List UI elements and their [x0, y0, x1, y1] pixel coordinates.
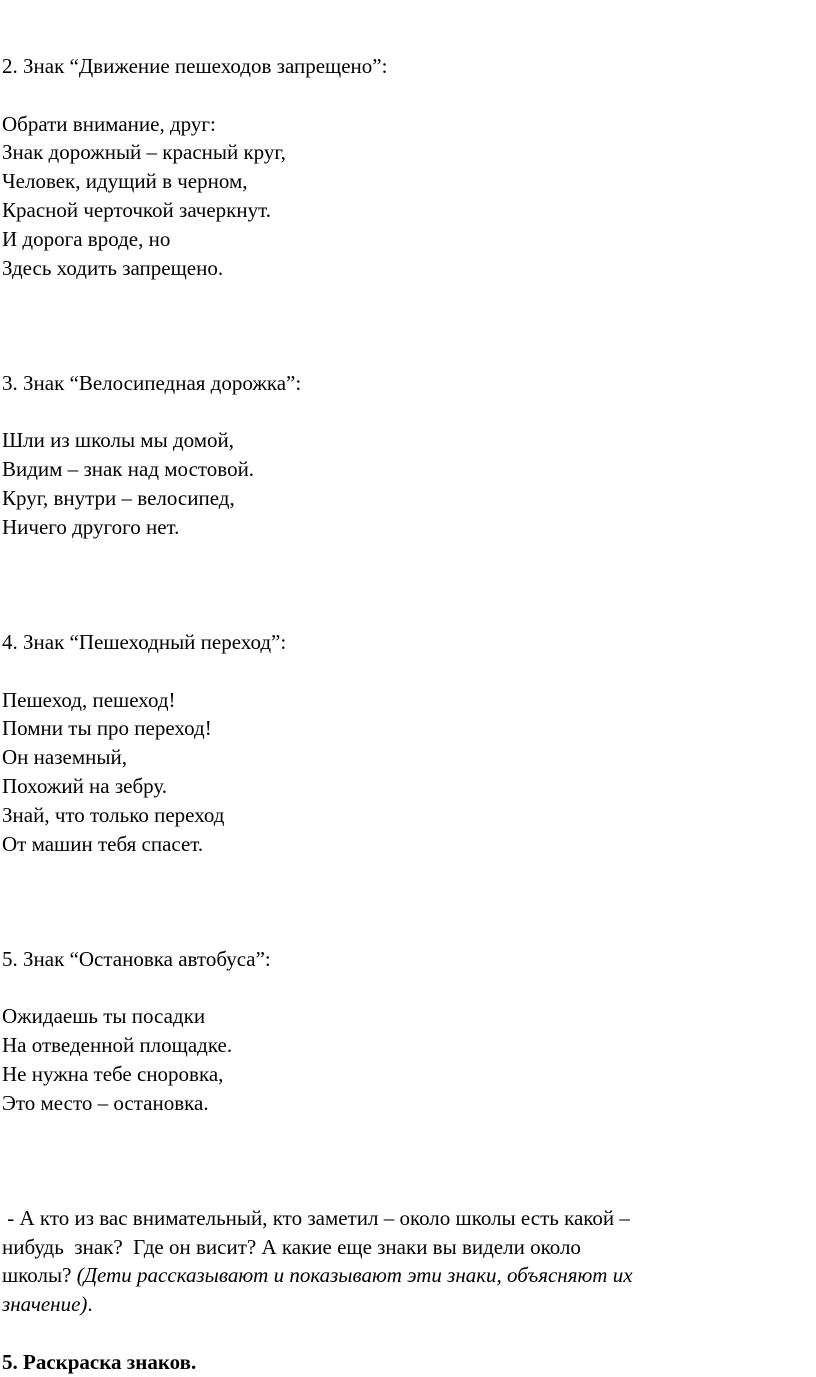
coloring-heading: 5. Раскраска знаков. — [2, 1349, 197, 1374]
paragraph-line: - А кто из вас внимательный, кто заметил – около школы есть какой – — [2, 1205, 630, 1230]
poem-line: Человек, идущий в черном, — [2, 169, 248, 194]
section-heading: 2. Знак “Движение пешеходов запрещено”: — [2, 54, 388, 78]
poem-line: И дорога вроде, но — [2, 226, 171, 251]
poem-stanza — [2, 1002, 792, 1117]
poem-line: Видим – знак над мостовой. — [2, 457, 255, 482]
poem-line: Он наземный, — [2, 745, 127, 770]
poem-stanza — [2, 426, 792, 541]
poem-line: Это место – остановка. — [2, 1090, 209, 1115]
section-no-pedestrians — [2, 52, 792, 282]
poem-line: Помни ты про переход! — [2, 716, 212, 741]
poem-stanza — [2, 110, 792, 283]
poem-line: Не нужна тебе сноровка, — [2, 1061, 224, 1086]
poem-line: Шли из школы мы домой, — [2, 428, 235, 453]
poem-line: Круг, внутри – велосипед, — [2, 485, 235, 510]
poem-line: Пешеход, пешеход! — [2, 687, 176, 712]
paragraph-line: нибудь знак? Где он висит? А какие еще знаки вы видели около — [2, 1234, 581, 1259]
poem-stanza — [2, 686, 792, 859]
stage-direction: (Дети рассказывают и показывают эти знаки, объясняют их — [76, 1263, 633, 1288]
paragraph-line — [2, 1290, 792, 1319]
poem-line: Здесь ходить запрещено. — [2, 255, 224, 280]
section-heading: 4. Знак “Пешеходный переход”: — [2, 629, 287, 654]
poem-line: Ничего другого нет. — [2, 514, 180, 539]
poem-line: Красной черточкой зачеркнут. — [2, 197, 271, 222]
section-bus-stop — [2, 945, 792, 1118]
poem-line: От машин тебя спасет. — [2, 831, 204, 856]
poem-line: Похожий на зебру. — [2, 773, 168, 798]
paragraph-text: школы? — [2, 1263, 77, 1288]
document-page — [2, 52, 792, 1377]
section-bicycle-path — [2, 369, 792, 542]
section-pedestrian-crossing — [2, 628, 792, 858]
poem-line: Знак дорожный – красный круг, — [2, 140, 286, 165]
question-paragraph — [2, 1204, 792, 1319]
paragraph-line — [2, 1261, 792, 1290]
section-heading: 3. Знак “Велосипедная дорожка”: — [2, 370, 302, 395]
poem-line: Ожидаешь ты посадки — [2, 1004, 206, 1029]
section-heading: 5. Знак “Остановка автобуса”: — [2, 946, 271, 971]
stage-direction: значение) — [2, 1292, 88, 1317]
paragraph-text: . — [87, 1292, 93, 1317]
poem-line: Обрати внимание, друг: — [2, 111, 216, 136]
poem-line: Знай, что только переход — [2, 802, 225, 827]
poem-line: На отведенной площадке. — [2, 1033, 233, 1058]
